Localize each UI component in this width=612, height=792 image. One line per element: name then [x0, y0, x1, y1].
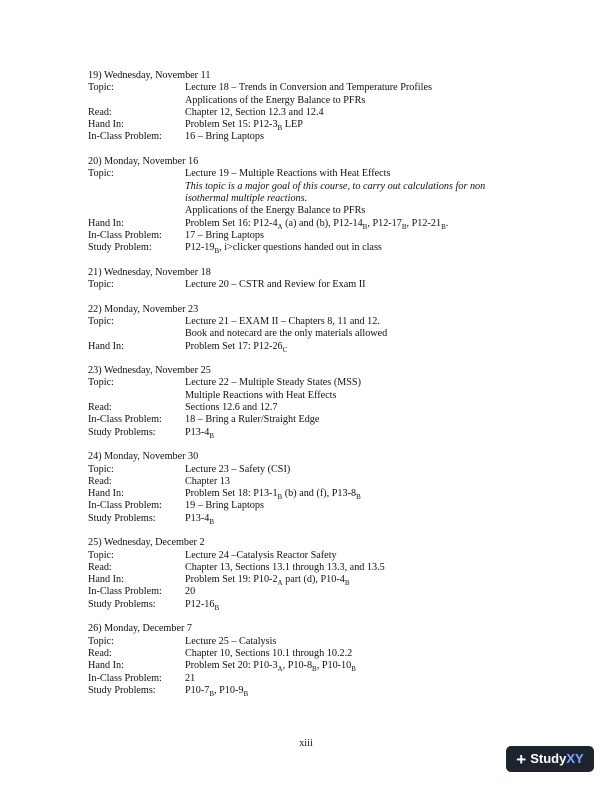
row-value-line: Applications of the Energy Balance to PFRs: [185, 205, 366, 217]
row-value-line: $P10-7_B$, $P10-9_B$: [185, 684, 249, 698]
row-value: [185, 488, 528, 500]
row-value-line: Lecture 22 – Multiple Steady States (MSS): [185, 377, 361, 389]
session-row: [88, 500, 528, 512]
row-value: [185, 316, 528, 341]
row-label: Read:: [88, 561, 112, 573]
row-value-line: Lecture 23 – Safety (CSI): [185, 463, 291, 475]
row-label: Topic:: [88, 315, 114, 327]
row-value-line: Problem Set 17: $P12-26_C$: [185, 340, 288, 354]
session-heading: 19) Wednesday, November 11: [88, 70, 211, 81]
row-value-line: Lecture 24 –Catalysis Reactor Safety: [185, 549, 337, 561]
schedule-content: [88, 70, 528, 709]
row-label: In-Class Problem:: [88, 131, 162, 143]
row-value-line: Lecture 21 – EXAM II – Chapters 8, 11 and 12.: [185, 315, 380, 327]
plus-icon: +: [516, 749, 527, 769]
session-row: [88, 599, 528, 611]
row-label: Study Problems:: [88, 684, 156, 696]
session-row: [88, 476, 528, 488]
row-value-line: $P13-4_B$: [185, 426, 215, 440]
row-value: [185, 599, 528, 611]
row-value: [185, 119, 528, 131]
row-value: [185, 550, 528, 562]
session-row: [88, 131, 528, 143]
session-block: [88, 156, 528, 254]
session-row: [88, 242, 528, 254]
row-label: Read:: [88, 647, 112, 659]
session-row: [88, 513, 528, 525]
row-label: In-Class Problem:: [88, 414, 162, 426]
row-value: [185, 513, 528, 525]
row-label: In-Class Problem:: [88, 672, 162, 684]
row-value-line: $P13-4_B$: [185, 512, 215, 526]
row-label: Hand In:: [88, 574, 124, 586]
row-value: [185, 586, 528, 598]
row-value: [185, 230, 528, 242]
session-heading: 25) Wednesday, December 2: [88, 537, 205, 549]
session-row: [88, 341, 528, 353]
session-row: [88, 574, 528, 586]
row-value: [185, 562, 528, 574]
row-label: Hand In:: [88, 488, 124, 500]
row-value: [185, 242, 528, 254]
row-value-line: Problem Set 15: $P12-3_B$ LEP: [185, 119, 303, 133]
row-label: Read:: [88, 106, 112, 118]
session-block: [88, 537, 528, 611]
row-value-line: 17 – Bring Laptops: [185, 229, 264, 241]
session-row: [88, 586, 528, 598]
row-value-line: Lecture 25 – Catalysis: [185, 635, 277, 647]
studyxy-badge[interactable]: [506, 746, 594, 772]
badge-brand-main: Study: [530, 750, 567, 766]
row-value-line: Problem Set 16: $P12-4_A$ (a) and (b), $P12-14_B$, $P12-17_B$, $P12-21_B$.: [185, 217, 449, 231]
row-value: [185, 427, 528, 439]
session-block: [88, 267, 528, 292]
row-value-line: Chapter 10, Sections 10.1 through 10.2.2: [185, 647, 353, 659]
row-label: In-Class Problem:: [88, 500, 162, 512]
session-heading: 21) Wednesday, November 18: [88, 266, 211, 278]
session-row: [88, 562, 528, 574]
session-block: [88, 365, 528, 439]
row-value: [185, 279, 528, 291]
row-value-line: Lecture 20 – CSTR and Review for Exam II: [185, 279, 366, 291]
session-row: [88, 660, 528, 672]
session-row: [88, 648, 528, 660]
row-value: [185, 168, 528, 217]
session-row: [88, 107, 528, 119]
session-heading: 26) Monday, December 7: [88, 623, 193, 635]
session-row: [88, 550, 528, 562]
session-heading: 22) Monday, November 23: [88, 303, 199, 315]
session-row: [88, 636, 528, 648]
row-label: Topic:: [88, 82, 114, 94]
row-value-line: Sections 12.6 and 12.7: [185, 402, 278, 414]
row-value-line: Book and notecard are the only materials allowed: [185, 328, 388, 340]
session-row: [88, 119, 528, 131]
row-value-line: isothermal multiple reactions.: [185, 192, 308, 204]
session-row: [88, 230, 528, 242]
page-number: xiii: [299, 738, 313, 749]
row-value-line: This topic is a major goal of this course, to carry out calculations for non: [185, 180, 486, 192]
row-value-line: 20: [185, 586, 196, 598]
row-value-line: $P12-16_B$: [185, 598, 220, 612]
row-label: In-Class Problem:: [88, 229, 162, 241]
row-value: [185, 648, 528, 660]
row-value-line: Lecture 19 – Multiple Reactions with Heat Effects: [185, 168, 391, 180]
row-value: [185, 685, 528, 697]
row-value-line: 19 – Bring Laptops: [185, 500, 264, 512]
row-label: Study Problem:: [88, 242, 152, 254]
row-value: [185, 377, 528, 402]
row-value: [185, 402, 528, 414]
row-label: Topic:: [88, 279, 114, 291]
row-label: Study Problems:: [88, 426, 156, 438]
row-value-line: Lecture 18 – Trends in Conversion and Temperature Profiles: [185, 82, 432, 94]
row-value: [185, 636, 528, 648]
row-value-line: Applications of the Energy Balance to PFRs: [185, 94, 366, 106]
row-value: [185, 476, 528, 488]
row-value-line: Chapter 12, Section 12.3 and 12.4: [185, 106, 324, 118]
badge-brand-accent: XY: [566, 750, 584, 766]
row-value-line: Problem Set 19: $P10-2_A$ part (d), $P10-4_B$: [185, 574, 350, 588]
session-row: [88, 685, 528, 697]
row-value-line: Multiple Reactions with Heat Effects: [185, 389, 337, 401]
row-value: [185, 131, 528, 143]
row-value-line: Problem Set 18: $P13-1_B$ (b) and (f), $P13-8_B$: [185, 488, 361, 502]
row-label: Hand In:: [88, 217, 124, 229]
session-row: [88, 168, 528, 217]
row-value: [185, 107, 528, 119]
session-heading: 23) Wednesday, November 25: [88, 365, 211, 377]
session-row: [88, 377, 528, 402]
row-label: Read:: [88, 475, 112, 487]
session-block: [88, 304, 528, 353]
row-label: Hand In:: [88, 119, 124, 131]
row-value-line: Chapter 13, Sections 13.1 through 13.3, and 13.5: [185, 561, 385, 573]
row-value: [185, 500, 528, 512]
row-label: Topic:: [88, 635, 114, 647]
session-block: [88, 451, 528, 525]
row-value: [185, 414, 528, 426]
session-heading: 20) Monday, November 16: [88, 156, 199, 168]
session-row: [88, 402, 528, 414]
row-label: Topic:: [88, 549, 114, 561]
session-row: [88, 279, 528, 291]
session-row: [88, 82, 528, 107]
row-label: Read:: [88, 402, 112, 414]
row-label: Study Problems:: [88, 598, 156, 610]
session-block: [88, 70, 528, 144]
row-label: In-Class Problem:: [88, 586, 162, 598]
row-value: [185, 673, 528, 685]
row-value: [185, 82, 528, 107]
row-label: Topic:: [88, 377, 114, 389]
row-label: Hand In:: [88, 340, 124, 352]
session-row: [88, 464, 528, 476]
row-label: Study Problems:: [88, 512, 156, 524]
row-value-line: 21: [185, 672, 196, 684]
session-block: [88, 623, 528, 697]
session-row: [88, 673, 528, 685]
session-heading: 24) Monday, November 30: [88, 451, 199, 463]
row-value: [185, 218, 528, 230]
row-value: [185, 464, 528, 476]
row-value-line: Chapter 13: [185, 475, 230, 487]
row-value-line: $P12-19_B$, i>clicker questions handed out in class: [185, 242, 382, 256]
session-row: [88, 488, 528, 500]
row-value: [185, 341, 528, 353]
session-row: [88, 414, 528, 426]
row-value-line: 18 – Bring a Ruler/Straight Edge: [185, 414, 320, 426]
row-value-line: Problem Set 20: $P10-3_A$, $P10-8_B$, $P10-10_B$: [185, 660, 356, 674]
session-row: [88, 316, 528, 341]
row-value: [185, 574, 528, 586]
row-label: Hand In:: [88, 660, 124, 672]
row-value-line: 16 – Bring Laptops: [185, 131, 264, 143]
row-label: Topic:: [88, 168, 114, 180]
row-value: [185, 660, 528, 672]
session-row: [88, 218, 528, 230]
session-row: [88, 427, 528, 439]
row-label: Topic:: [88, 463, 114, 475]
